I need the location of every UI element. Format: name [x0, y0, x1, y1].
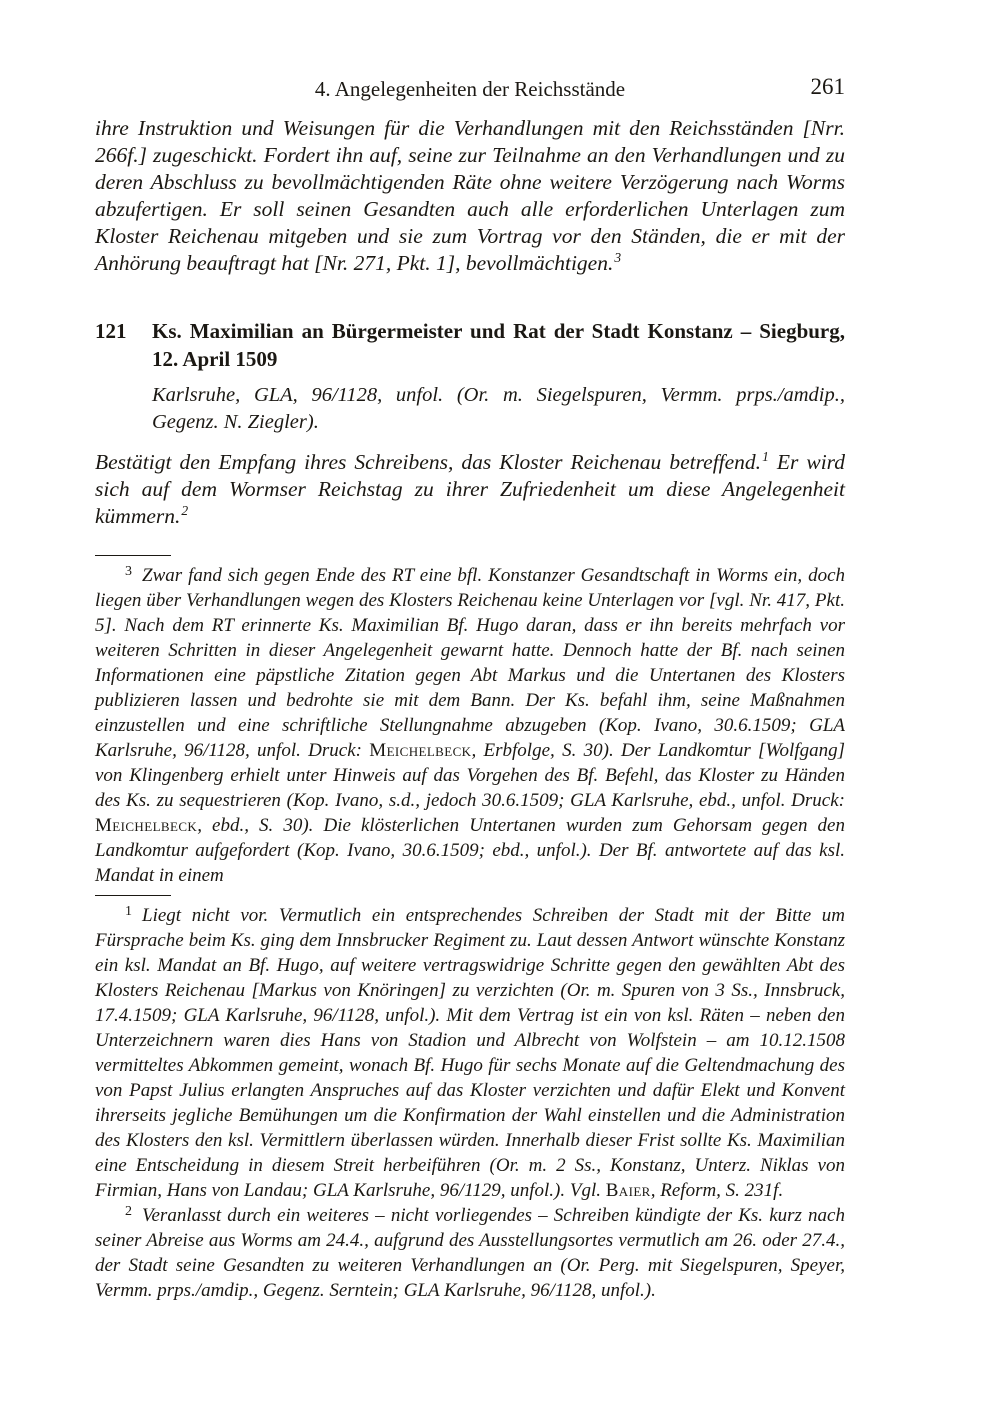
section-title: 4. Angelegenheiten der Reichsstände: [314, 77, 626, 101]
footnote-3-number: 3: [125, 564, 132, 579]
entry-title: Ks. Maximilian an Bürgermeister und Rat der Stadt Konstanz – Siegburg, 12. April 1509: [152, 319, 845, 371]
archive-reference: Karlsruhe, GLA, 96/1128, unfol. (Or. m. Siegelspuren, Vermm. prps./amdip., Gegenz. N. Ziegler).: [152, 384, 845, 433]
summary-part-1: Bestätigt den Empfang ihres Schreibens, das Kloster Reichenau betreffend.: [95, 450, 762, 474]
running-head: [95, 76, 845, 102]
footnote-3-author-2: Meichelbeck: [95, 815, 198, 836]
footnote-3: [95, 563, 845, 888]
entry-number: 121: [95, 319, 127, 343]
intro-regest-paragraph: [95, 115, 845, 277]
footnote-ref-1: 1: [762, 449, 769, 464]
footnote-2-text-1: Veranlasst durch ein weiteres – nicht vorliegendes – Schreiben kündigte der Ks. kurz nach seiner Abreise aus Worms am 24.4., aufgrund des Ausstellungsortes vermutlich am 26. oder 27.4., der Stadt seine Gesandten zu weiteren Verhandlungen an (Or. Perg. mit Siegelspuren, Speyer, Vermm. prps./amdip., Gegenz. Serntein; GLA Karlsruhe, 96/1128, unfol.).: [95, 1205, 845, 1301]
footnote-separator-1: [95, 555, 171, 556]
footnote-ref-3: 3: [614, 250, 622, 265]
footnote-2-number: 2: [125, 1204, 132, 1219]
footnote-1-text-2: , Reform, S. 231f.: [650, 1180, 784, 1201]
entry-summary: [95, 449, 845, 530]
footnote-3-text-3: , ebd., S. 30). Die klösterlichen Untertanen wurden zum Gehorsam gegen den Landkomtur aufgefordert (Kop. Ivano, 30.6.1509; ebd., unfol.). Der Bf. antwortete auf das ksl. Mandat in einem: [95, 815, 845, 886]
footnote-1-number: 1: [125, 904, 132, 919]
page-number: 261: [810, 74, 845, 99]
intro-regest-text: ihre Instruktion und Weisungen für die Verhandlungen mit den Reichsständen [Nrr. 266f.] zugeschickt. Fordert ihn auf, seine zur Teilnahme an den Verhandlungen und zu deren Abschluss zu bevollmächtigenden Räte ohne weitere Verzögerung nach Worms abzufertigen. Er soll seinen Gesandten auch alle erforderlichen Unterlagen zum Kloster Reichenau mitgeben und sie zum Vortrag vor den Ständen, die er mit der Anhörung beauftragt hat [Nr. 271, Pkt. 1], bevollmächtigen.: [95, 116, 845, 275]
footnote-separator-2: [95, 895, 171, 896]
footnote-3-text-2: , Erbfolge, S. 30). Der Landkomtur [Wolfgang] von Klingenberg erhielt unter Hinweis auf das Vorgehen des Bf. Befehl, das Kloster zu Händen des Ks. zu sequestrieren (Kop. Ivano, s.d., jedoch 30.6.1509; GLA Karlsruhe, ebd., unfol. Druck:: [95, 740, 845, 811]
footnote-3-author-1: Meichelbeck: [369, 740, 472, 761]
footnote-1: [95, 903, 845, 1203]
footnote-ref-2: 2: [181, 503, 189, 518]
footnote-2: [95, 1203, 845, 1303]
footnote-1-author-1: Baier: [605, 1180, 651, 1201]
footnote-1-text-1: Liegt nicht vor. Vermutlich ein entsprechendes Schreiben der Stadt mit der Bitte um Fürsprache beim Ks. ging dem Innsbrucker Regiment zu. Laut dessen Antwort wünschte Konstanz ein ksl. Mandat an Bf. Hugo, auf weitere vertragswidrige Schritte gegen den gewählten Abt des Klosters Reichenau [Markus von Knöringen] zu verzichten (Or. m. Spuren von 3 Ss., Innsbruck, 17.4.1509; GLA Karlsruhe, 96/1128, unfol.). Mit dem Vertrag ist ein von ksl. Räten – neben den Unterzeichnern waren dies Hans von Stadion und Albrecht von Wolfstein – am 10.12.1508 vermitteltes Abkommen gemeint, wonach Bf. Hugo für sechs Monate auf die Geltendmachung des von Papst Julius erlangten Anspruches auf das Kloster verzichten und dafür Elekt und Konvent ihrerseits jegliche Bemühungen um die Konfirmation der Wahl einstellen und die Administration des Klosters den ksl. Vermittlern überlassen würden. Innerhalb dieser Frist sollte Ks. Maximilian eine Entscheidung in diesem Streit herbeiführen (Or. m. 2 Ss., Konstanz, Unterz. Niklas von Firmian, Hans von Landau; GLA Karlsruhe, 96/1129, unfol.). Vgl.: [95, 905, 845, 1201]
entry-heading: [95, 317, 845, 373]
footnote-3-text-1: Zwar fand sich gegen Ende des RT eine bfl. Konstanzer Gesandtschaft in Worms ein, doch liegen über Verhandlungen wegen des Klosters Reichenau keine Unterlagen vor [vgl. Nr. 417, Pkt. 5]. Nach dem RT erinnerte Ks. Maximilian Bf. Hugo daran, dass er ihn bereits mehrfach vor weiteren Schritten in dieser Angelegenheit gewarnt hatte. Dennoch hatte der Bf. nach seinen Informationen eine päpstliche Zitation gegen Abt Markus und die Untertanen des Klosters publizieren lassen und bedrohte sie mit dem Bann. Der Ks. befahl ihm, seine Maßnahmen einzustellen und eine schriftliche Stellungnahme abzugeben (Kop. Ivano, 30.6.1509; GLA Karlsruhe, 96/1128, unfol. Druck:: [95, 565, 845, 761]
summary-part-2: Er wird sich auf dem Wormser Reichstag zu ihrer Zufriedenheit um diese Angelegenheit kümmern.: [95, 450, 845, 528]
